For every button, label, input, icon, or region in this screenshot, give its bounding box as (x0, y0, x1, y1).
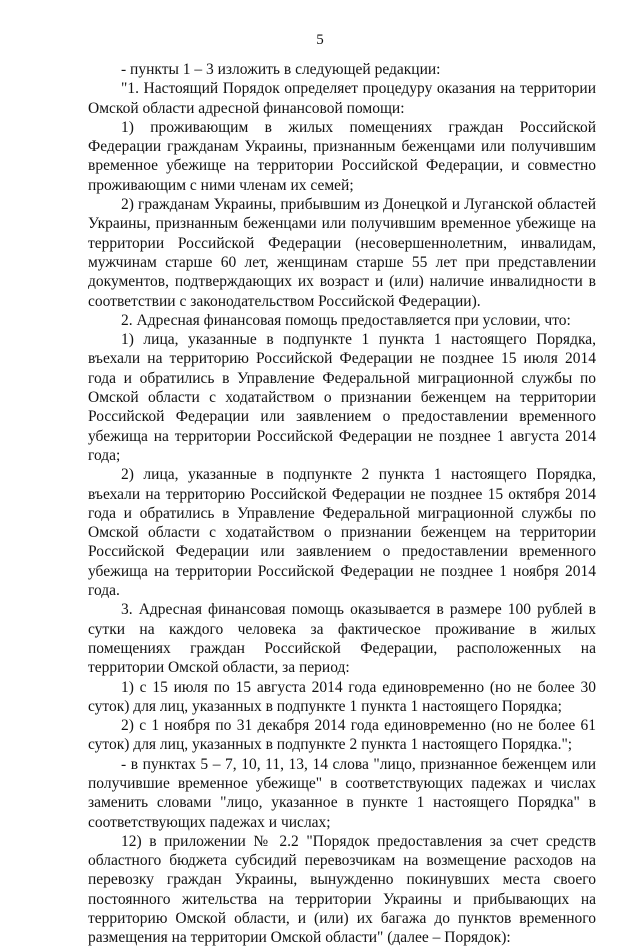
paragraph-point-1-sub-2: 2) гражданам Украины, прибывшим из Донецкой и Луганской областей Украины, признанным беженцами или получившим временное убежище на территории Российской Федерации (несовершеннолетним, инвалидам, мужчинам старше 60 лет, женщинам старше 55 лет при представлении документов, подтверждающих их возраст и (или) наличие инвалидности в соответствии с законодательством Российской Федерации). (88, 196, 596, 310)
paragraph-point-3-sub-2: 2) с 1 ноября по 31 декабря 2014 года единовременно (но не более 61 суток) для лиц, указанных в подпункте 2 пункта 1 настоящего Порядка."; (88, 717, 596, 754)
page-number: 5 (316, 32, 324, 48)
paragraph-point-1-sub-1: 1) проживающим в жилых помещениях граждан Российской Федерации гражданам Украины, признанным беженцами или получившим временное убежище на территории Российской Федерации, и совместно проживающим с ними членам их семей; (88, 118, 596, 194)
paragraph-word-replacement: - в пунктах 5 – 7, 10, 11, 13, 14 слова "лицо, признанное беженцем или получившие временное убежище" в соответствующих падежах и числах заменить словами "лицо, указанное в пункте 1 настоящего Порядка" в соответствующих падежах и числах; (88, 755, 596, 831)
paragraph-point-3: 3. Адресная финансовая помощь оказывается в размере 100 рублей в сутки на каждого человека за фактическое проживание в жилых помещениях граждан Российской Федерации, расположенных на территории Омской области, за период: (88, 601, 596, 677)
paragraph-item-12: 12) в приложении № 2.2 "Порядок предоставления за счет средств областного бюджета субсидий перевозчикам на возмещение расходов на перевозку граждан Украины, вынужденно покинувших места своего постоянного жительства на территории Украины и прибывающих на территорию Омской области, и (или) их багажа до пунктов временного размещения на территории Омской области" (далее – Порядок): (88, 832, 596, 947)
document-body (88, 60, 596, 948)
paragraph-point-2-sub-1: 1) лица, указанные в подпункте 1 пункта 1 настоящего Порядка, въехали на территорию Российской Федерации не позднее 15 июля 2014 года и обратились в Управление Федеральной миграционной службы по Омской области с ходатайством о признании беженцем на территории Российской Федерации или заявлением о предоставлении временного убежища на территории Российской Федерации не позднее 1 августа 2014 года; (88, 331, 596, 464)
paragraph-point-2: 2. Адресная финансовая помощь предоставляется при условии, что: (121, 311, 571, 329)
paragraph-point-3-sub-1: 1) с 15 июля по 15 августа 2014 года единовременно (но не более 30 суток) для лиц, указанных в подпункте 1 пункта 1 настоящего Порядка; (88, 678, 596, 715)
paragraph-point-2-sub-2: 2) лица, указанные в подпункте 2 пункта 1 настоящего Порядка, въехали на территорию Российской Федерации не позднее 15 октября 2014 года и обратились в Управление Федеральной миграционной службы по Омской области с ходатайством о признании беженцем на территории Российской Федерации или заявлением о предоставлении временного убежища на территории Российской Федерации не позднее 1 ноября 2014 года. (88, 466, 596, 600)
paragraph-point-1: "1. Настоящий Порядок определяет процедуру оказания на территории Омской области адресной финансовой помощи: (88, 80, 596, 117)
paragraph-items-intro: - пункты 1 – 3 изложить в следующей редакции: (121, 61, 441, 78)
